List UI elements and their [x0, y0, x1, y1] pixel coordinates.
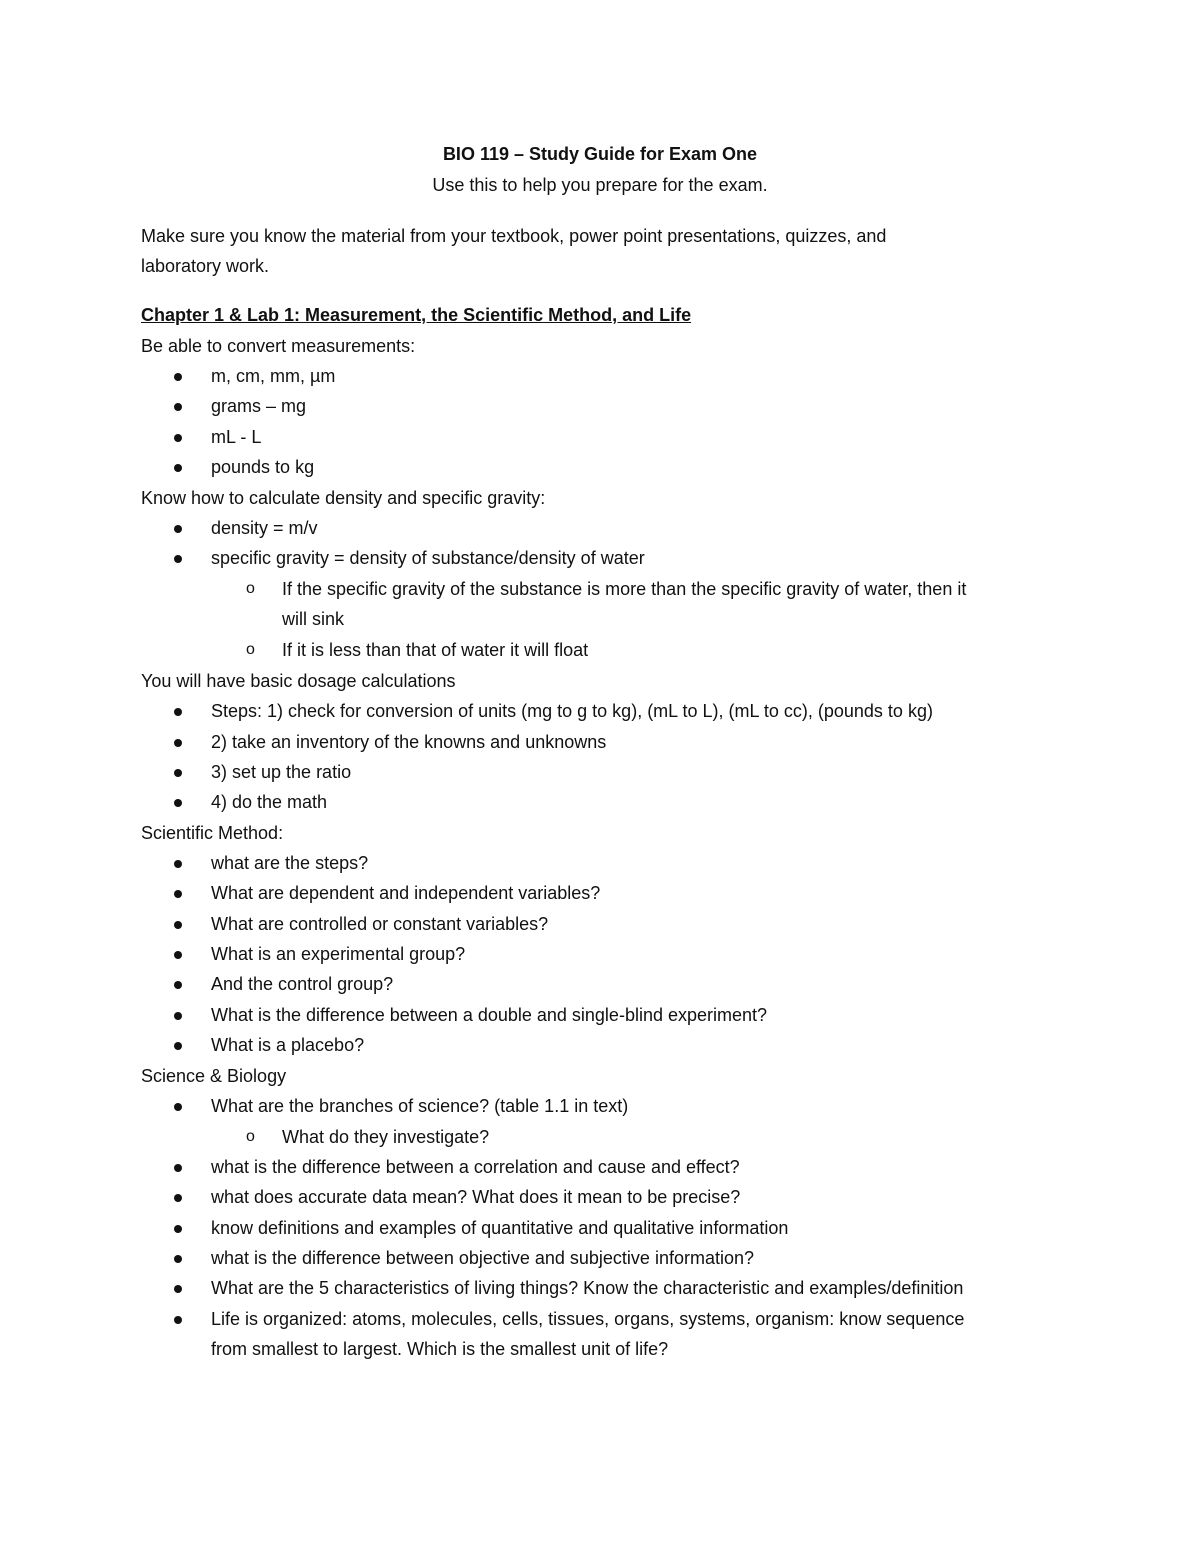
document-title: BIO 119 – Study Guide for Exam One — [442, 144, 758, 164]
list-item: And the control group? — [211, 974, 394, 994]
science-label: Science & Biology — [141, 1066, 287, 1086]
bullet-marker — [174, 708, 182, 716]
bullet-marker — [174, 373, 182, 381]
list-item: know definitions and examples of quantitative and qualitative information — [211, 1218, 789, 1238]
list-item: Life is organized: atoms, molecules, cells, tissues, organs, systems, organism: know sequence — [211, 1309, 965, 1329]
bullet-marker — [174, 1012, 182, 1020]
list-item: grams – mg — [211, 396, 307, 416]
sub-list-item-continuation: will sink — [282, 609, 345, 629]
list-item: what is the difference between objective and subjective information? — [211, 1248, 754, 1268]
sub-bullet-marker: o — [246, 1128, 255, 1145]
sub-list-item: If the specific gravity of the substance is more than the specific gravity of water, then it — [282, 579, 967, 599]
list-item: pounds to kg — [211, 457, 315, 477]
list-item: what does accurate data mean? What does it mean to be precise? — [211, 1187, 741, 1207]
document-subtitle: Use this to help you prepare for the exam. — [432, 175, 768, 195]
bullet-marker — [174, 951, 182, 959]
list-item: m, cm, mm, µm — [211, 366, 336, 386]
bullet-marker — [174, 434, 182, 442]
bullet-marker — [174, 403, 182, 411]
bullet-marker — [174, 1103, 182, 1111]
list-item: Steps: 1) check for conversion of units (mg to g to kg), (mL to L), (mL to cc), (pounds to kg) — [211, 701, 933, 721]
bullet-marker — [174, 555, 182, 563]
sub-bullet-marker: o — [246, 580, 255, 597]
bullet-marker — [174, 525, 182, 533]
bullet-marker — [174, 1225, 182, 1233]
list-item: What is a placebo? — [211, 1035, 365, 1055]
list-item: 2) take an inventory of the knowns and unknowns — [211, 732, 607, 752]
list-item: What is an experimental group? — [211, 944, 466, 964]
list-item-continuation: from smallest to largest. Which is the smallest unit of life? — [211, 1339, 669, 1359]
bullet-marker — [174, 1194, 182, 1202]
bullet-marker — [174, 1285, 182, 1293]
list-item: 4) do the math — [211, 792, 328, 812]
list-item: What are dependent and independent variables? — [211, 883, 601, 903]
bullet-marker — [174, 981, 182, 989]
list-item: mL - L — [211, 427, 262, 447]
bullet-marker — [174, 860, 182, 868]
method-label: Scientific Method: — [141, 823, 284, 843]
bullet-marker — [174, 1164, 182, 1172]
list-item: 3) set up the ratio — [211, 762, 352, 782]
dosage-label: You will have basic dosage calculations — [141, 671, 456, 691]
intro-line-1: Make sure you know the material from your textbook, power point presentations, quizzes, and — [141, 226, 887, 246]
list-item: what are the steps? — [211, 853, 369, 873]
list-item: What are the 5 characteristics of living things? Know the characteristic and examples/definition — [211, 1278, 964, 1298]
list-item: What are controlled or constant variables? — [211, 914, 549, 934]
bullet-marker — [174, 1042, 182, 1050]
list-item: What is the difference between a double and single-blind experiment? — [211, 1005, 768, 1025]
bullet-marker — [174, 1255, 182, 1263]
section-heading: Chapter 1 & Lab 1: Measurement, the Scientific Method, and Life — [141, 305, 692, 325]
convert-label: Be able to convert measurements: — [141, 336, 416, 356]
sub-list-item: If it is less than that of water it will float — [282, 640, 589, 660]
bullet-marker — [174, 921, 182, 929]
bullet-marker — [174, 1316, 182, 1324]
sub-list-item: What do they investigate? — [282, 1127, 490, 1147]
bullet-marker — [174, 890, 182, 898]
bullet-marker — [174, 769, 182, 777]
list-item: specific gravity = density of substance/density of water — [211, 548, 645, 568]
sub-bullet-marker: o — [246, 641, 255, 658]
bullet-marker — [174, 739, 182, 747]
list-item: density = m/v — [211, 518, 318, 538]
intro-line-2: laboratory work. — [141, 256, 270, 276]
density-label: Know how to calculate density and specific gravity: — [141, 488, 546, 508]
bullet-marker — [174, 799, 182, 807]
bullet-marker — [174, 464, 182, 472]
list-item: what is the difference between a correlation and cause and effect? — [211, 1157, 740, 1177]
list-item: What are the branches of science? (table 1.1 in text) — [211, 1096, 629, 1116]
